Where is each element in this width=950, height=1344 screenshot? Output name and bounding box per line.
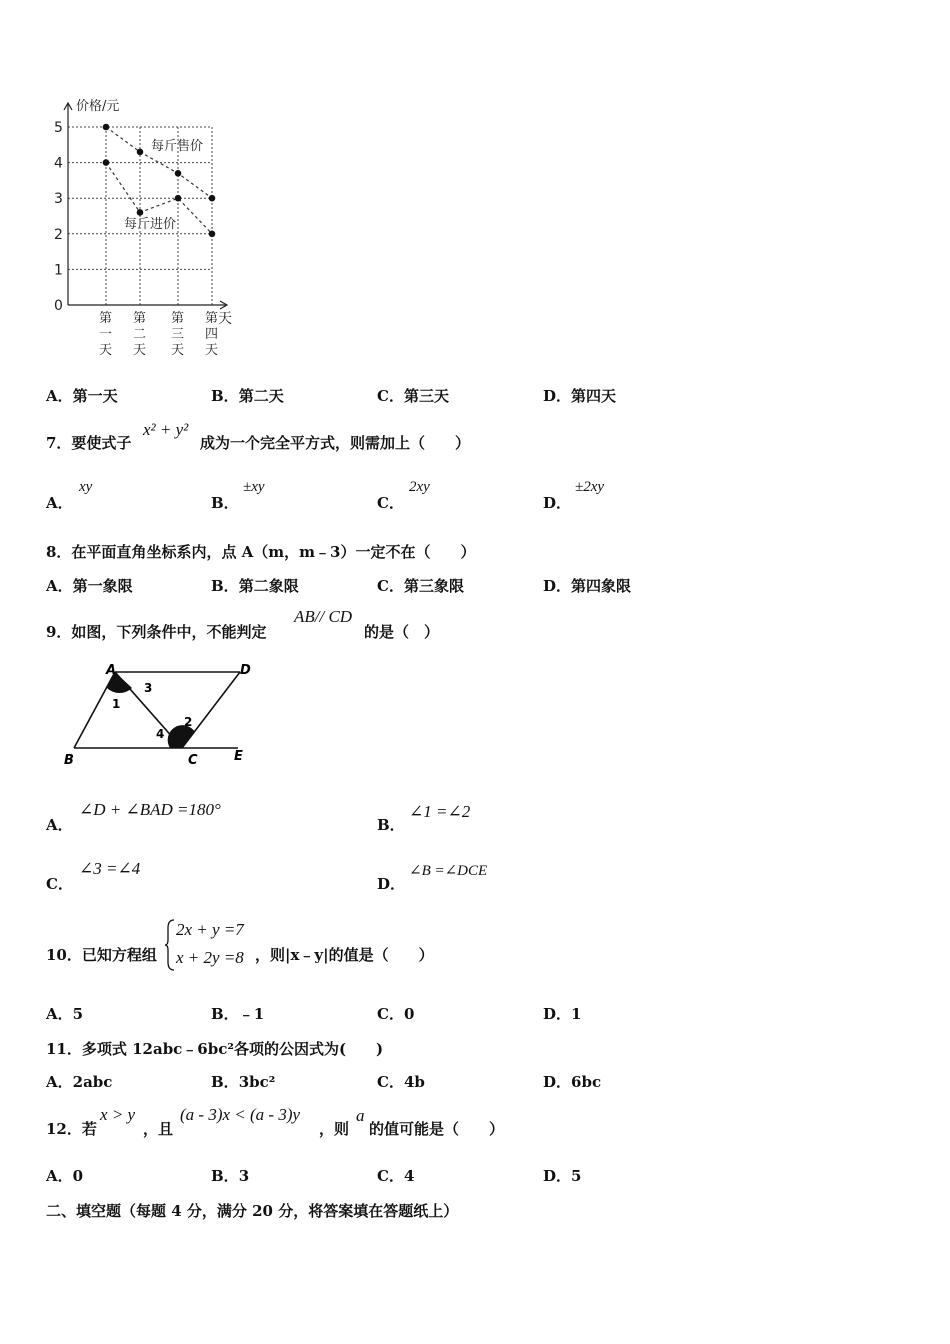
q10-option-c[interactable]: C．0 [377,1005,415,1023]
label-c: C [188,753,198,768]
q9-option-a[interactable]: A． [46,816,73,834]
y-tick-label: 2 [54,226,63,243]
q10-stem: 10．已知方程组 [46,946,157,964]
data-point [103,159,110,166]
q9-option-d[interactable]: D． [377,875,406,893]
q12-stem-post: 的值可能是（ ） [369,1120,505,1138]
q6-option-c[interactable]: C．第三天 [377,387,449,405]
data-point [137,209,144,216]
parallelogram-figure [60,658,260,770]
q7-option-b[interactable]: B． [211,494,239,512]
series-label-sale: 每斤售价 [151,139,204,154]
q12-option-a[interactable]: A．0 [46,1167,84,1185]
y-tick-label: 5 [54,120,63,136]
q9-option-d-text: ∠B =∠DCE [409,863,488,879]
label-4: 4 [156,727,165,741]
q12-cond1: x > y [100,1105,136,1124]
x-tick-label: 第四天 [205,311,219,358]
label-b: B [64,753,74,768]
q10-stem-post: ，则|x﹣y|的值是（ ） [255,946,434,964]
q8-option-d[interactable]: D．第四象限 [543,577,632,595]
label-e: E [234,749,243,764]
q10-option-b[interactable]: B．﹣1 [211,1005,265,1023]
q7-stem: 7．要使式子 [46,434,132,452]
data-point [175,170,182,177]
y-tick-label: 0 [54,298,63,314]
data-point [209,195,216,202]
q7-option-b-text: ±xy [243,479,265,495]
q7-option-d-text: ±2xy [575,479,605,495]
label-1: 1 [112,697,121,711]
q7-option-c[interactable]: C． [377,494,404,512]
q8-stem: 8．在平面直角坐标系内，点 A（m，m﹣3）一定不在（ ） [46,543,476,561]
q8-option-a[interactable]: A．第一象限 [46,577,133,595]
q8-option-c[interactable]: C．第三象限 [377,577,464,595]
q6-option-b[interactable]: B．第二天 [211,387,284,405]
series-label-cost: 每斤进价 [124,217,177,232]
q12-mid2: ，则 [319,1120,350,1138]
q12-mid: ，且 [143,1120,174,1138]
system-brace [164,918,176,972]
q6-option-d[interactable]: D．第四天 [543,387,617,405]
q6-option-a[interactable]: A．第一天 [46,387,118,405]
q11-option-c[interactable]: C．4b [377,1073,425,1091]
q11-option-b[interactable]: B．3bc² [211,1073,276,1091]
x-tick-label: 第一天 [99,311,113,358]
segment-ab [74,672,115,748]
y-tick-label: 3 [54,191,63,208]
q7-expr: x² + y² [143,420,189,439]
label-3: 3 [144,681,153,695]
x-axis-label: 天 [218,311,232,327]
x-tick-label: 第二天 [133,311,147,358]
label-a: A [106,663,117,678]
q12-var: a [356,1106,365,1125]
q7-option-a[interactable]: A． [46,494,73,512]
q10-option-d[interactable]: D．1 [543,1005,582,1023]
q10-option-a[interactable]: A．5 [46,1005,84,1023]
q12-option-b[interactable]: B．3 [211,1167,250,1185]
q9-option-b-text: ∠1 =∠2 [409,802,471,821]
section-2-heading: 二、填空题（每题 4 分，满分 20 分，将答案填在答题纸上） [46,1202,459,1220]
data-point [137,149,144,156]
data-point [175,195,182,202]
q12-cond2: (a - 3)x < (a - 3)y [180,1105,301,1124]
q7-option-c-text: 2xy [409,479,430,495]
q12-stem: 12．若 [46,1120,97,1138]
data-point [103,124,110,131]
chart-marks [103,124,216,237]
q12-option-c[interactable]: C．4 [377,1167,415,1185]
price-chart [40,92,250,367]
label-2: 2 [184,715,193,729]
q11-option-a[interactable]: A．2abc [46,1073,113,1091]
q7-stem-post: 成为一个完全平方式，则需加上（ ） [200,434,471,452]
q9-option-c[interactable]: C． [46,875,73,893]
y-tick-label: 4 [54,155,63,172]
q11-stem: 11．多项式 12abc﹣6bc²各项的公因式为( ) [46,1040,384,1058]
q7-option-d[interactable]: D． [543,494,572,512]
q8-option-b[interactable]: B．第二象限 [211,577,299,595]
q7-option-a-text: xy [79,479,93,495]
q10-eq2: x + 2y =8 [176,948,244,967]
q10-eq1: 2x + y =7 [176,920,244,939]
q9-option-c-text: ∠3 =∠4 [79,859,141,878]
q9-option-a-text: ∠D + ∠BAD =180° [79,800,221,819]
q9-stem: 9．如图，下列条件中，不能判定 [46,623,267,641]
y-tick-label: 1 [54,262,63,279]
q9-expr: AB// CD [294,607,353,626]
y-axis-label: 价格/元 [76,99,120,114]
q9-stem-post: 的是（ ） [364,623,440,641]
q12-option-d[interactable]: D．5 [543,1167,582,1185]
data-point [209,231,216,238]
x-tick-label: 第三天 [171,311,185,358]
label-d: D [240,663,251,678]
q11-option-d[interactable]: D．6bc [543,1073,602,1091]
q9-option-b[interactable]: B． [377,816,405,834]
